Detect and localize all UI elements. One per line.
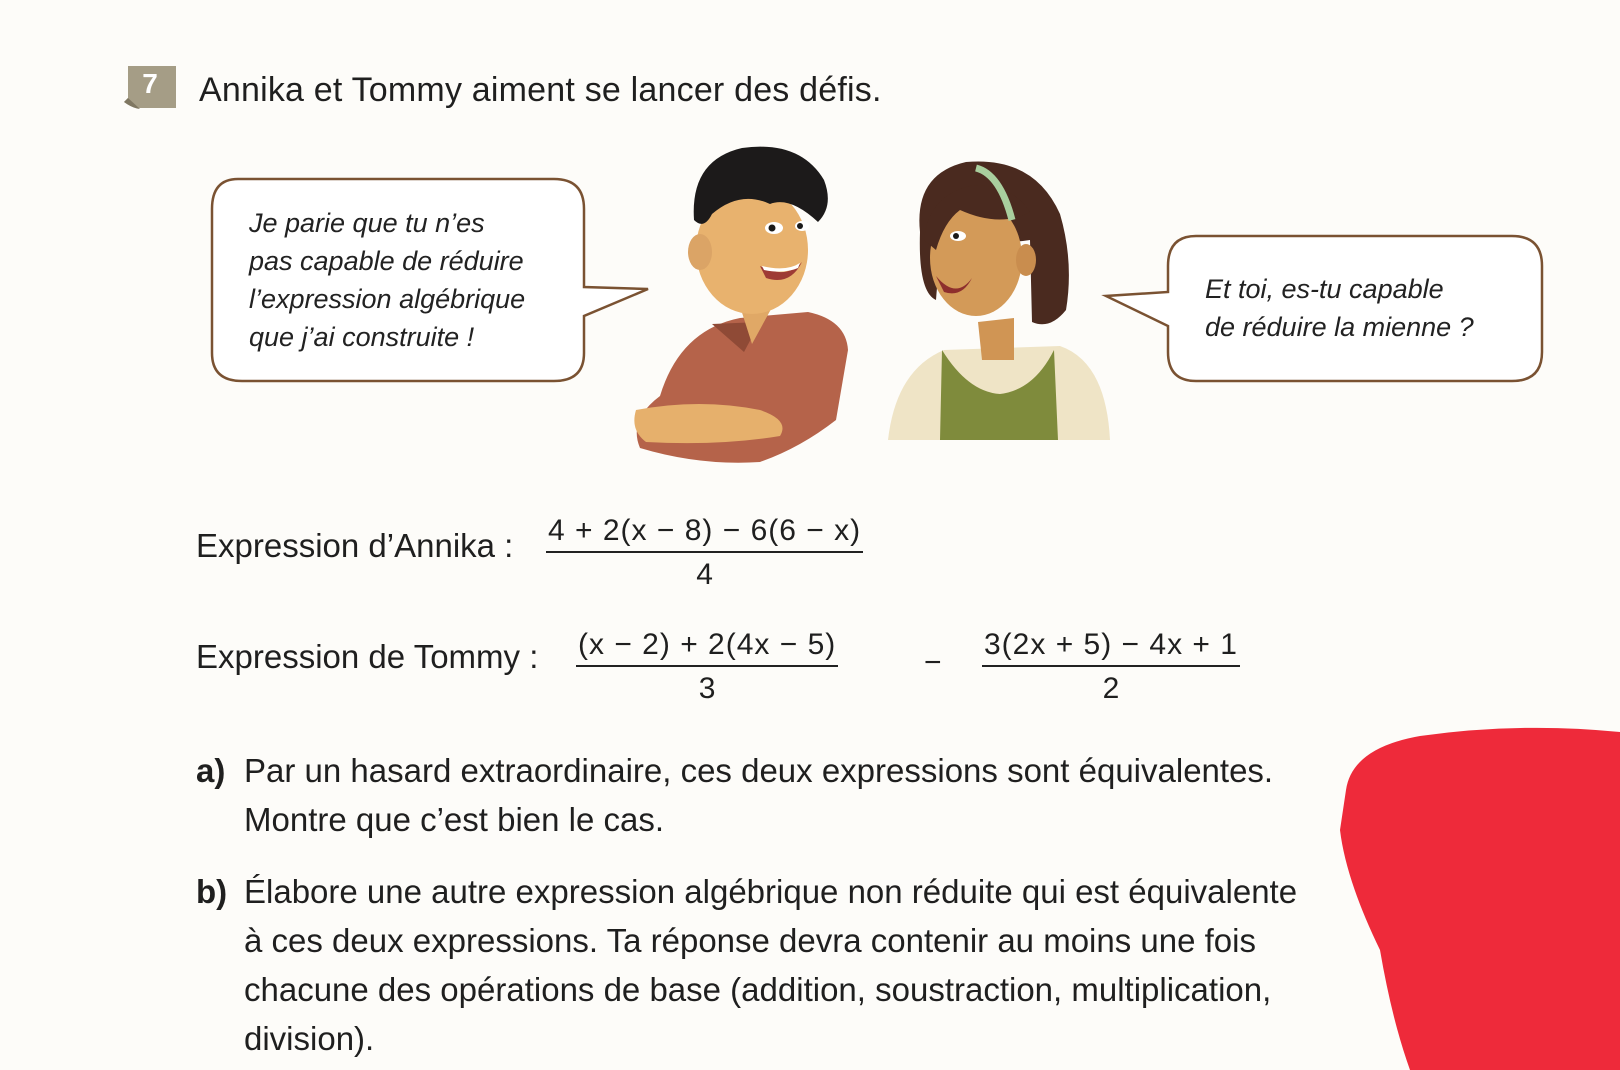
tommy-expression-label: Expression de Tommy : xyxy=(196,638,539,675)
exercise-number: 7 xyxy=(142,68,158,99)
speech-line: de réduire la mienne ? xyxy=(1205,312,1474,342)
annika-character xyxy=(888,161,1110,440)
question-body xyxy=(244,867,1364,1063)
speech-annika-text xyxy=(1205,270,1474,346)
speech-tommy-text xyxy=(249,204,525,356)
question-b xyxy=(196,867,1298,1057)
question-label: b) xyxy=(196,873,228,910)
question-line: Par un hasard extraordinaire, ces deux expressions sont équivalentes. xyxy=(244,752,1274,789)
tommy-expression-first-fraction xyxy=(576,628,838,706)
question-line: division). xyxy=(244,1020,375,1057)
annika-expression-label: Expression d’Annika : xyxy=(196,527,514,564)
speech-line: pas capable de réduire xyxy=(249,246,524,276)
tommy-character xyxy=(634,147,848,463)
speech-line: Et toi, es-tu capable xyxy=(1205,274,1444,304)
question-a xyxy=(196,746,1274,838)
speech-line: l’expression algébrique xyxy=(249,284,526,314)
fraction-numerator: (x − 2) + 2(4x − 5) xyxy=(578,628,837,661)
question-line: Montre que c’est bien le cas. xyxy=(244,801,665,838)
speech-line: que j’ai construite ! xyxy=(249,322,475,352)
fraction-denominator: 4 xyxy=(696,558,713,591)
fraction-numerator: 4 + 2(x − 8) − 6(6 − x) xyxy=(548,514,862,547)
question-label: a) xyxy=(196,752,226,789)
question-line: chacune des opérations de base (addition, soustraction, multiplication, xyxy=(244,971,1272,1008)
tommy-expression-second-fraction xyxy=(982,628,1240,706)
question-line: à ces deux expressions. Ta réponse devra contenir au moins une fois xyxy=(244,922,1256,959)
question-line: Élabore une autre expression algébrique non réduite qui est équivalente xyxy=(244,873,1298,910)
speech-line: Je parie que tu n’es xyxy=(249,208,485,238)
fraction-numerator: 3(2x + 5) − 4x + 1 xyxy=(984,628,1238,661)
annika-expression-fraction xyxy=(546,514,863,592)
fraction-denominator: 2 xyxy=(1102,672,1120,705)
question-body xyxy=(244,746,1364,844)
exercise-title: Annika et Tommy aiment se lancer des défis. xyxy=(199,71,882,109)
minus-operator: − xyxy=(924,646,942,679)
fraction-denominator: 3 xyxy=(698,672,716,705)
